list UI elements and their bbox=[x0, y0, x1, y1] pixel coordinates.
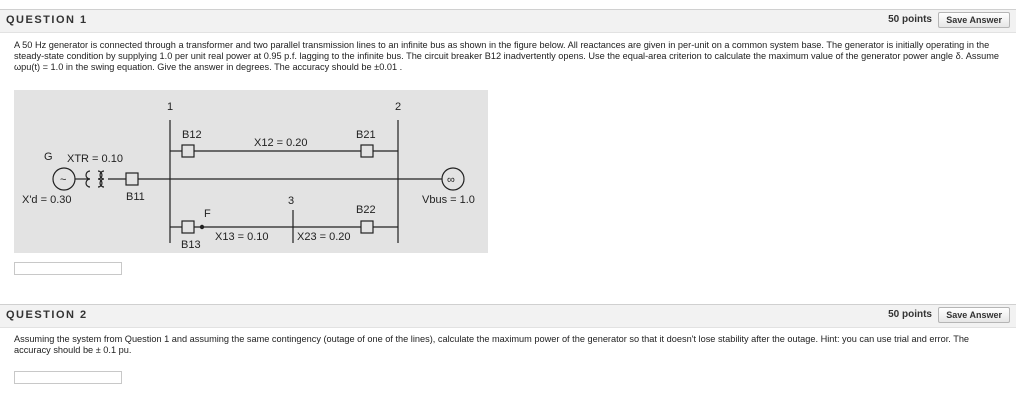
question-1-answer-input[interactable] bbox=[14, 262, 122, 275]
breaker-b11-label: B11 bbox=[126, 191, 145, 203]
question-1-text: A 50 Hz generator is connected through a transformer and two parallel transmission lines to an infinite bus as shown in the figure below. All reactances are given in per-unit on a common system base. The generator is initially operating in the steady-state condition by supplying 1.0 per unit real power at 0.95 p.f. lagging to the infinite bus. The circuit breaker B12 inadvertently opens. Use the equal-area criterion to calculate the maximum value of the generator power angle δ. Assume ωpu(t) = 1.0 in the swing equation. Give the answer in degrees. The accuracy should be ±0.01 . bbox=[14, 40, 999, 72]
generator-label: G bbox=[44, 151, 53, 163]
question-1-save-button[interactable]: Save Answer bbox=[938, 12, 1010, 28]
question-2-answer-input[interactable] bbox=[14, 371, 122, 384]
infinite-bus-symbol-icon: ∞ bbox=[447, 174, 455, 186]
question-2-points: 50 points bbox=[888, 309, 932, 320]
breaker-b12-label: B12 bbox=[182, 129, 202, 141]
question-2-save-button[interactable]: Save Answer bbox=[938, 307, 1010, 323]
line-23-reactance-label: X23 = 0.20 bbox=[297, 231, 351, 243]
infinite-bus-voltage-label: Vbus = 1.0 bbox=[422, 194, 475, 206]
question-1-points: 50 points bbox=[888, 14, 932, 25]
question-1-title: QUESTION 1 bbox=[6, 14, 88, 26]
circuit-diagram bbox=[14, 90, 488, 253]
bus-3-label: 3 bbox=[288, 195, 295, 207]
generator-reactance-label: X'd = 0.30 bbox=[22, 194, 72, 206]
transformer-reactance-label: XTR = 0.10 bbox=[67, 153, 123, 165]
fault-label: F bbox=[204, 208, 211, 220]
breaker-b22-label: B22 bbox=[356, 204, 376, 216]
question-1-header bbox=[0, 9, 1016, 33]
question-2-text: Assuming the system from Question 1 and assuming the same contingency (outage of one of the lines), calculate the maximum power of the generator so that it doesn't lose stability after the outage. Hint: you can use trial and error. The accuracy should be ± 0.1 pu. bbox=[14, 334, 970, 355]
breaker-b21-label: B21 bbox=[356, 129, 376, 141]
generator-symbol-icon: ~ bbox=[60, 174, 67, 186]
line-13-reactance-label: X13 = 0.10 bbox=[215, 231, 269, 243]
circuit-diagram-svg bbox=[14, 90, 488, 253]
question-2-title: QUESTION 2 bbox=[6, 309, 88, 321]
line-12-reactance-label: X12 = 0.20 bbox=[254, 137, 308, 149]
breaker-b13-label: B13 bbox=[181, 239, 201, 251]
bus-1-label: 1 bbox=[167, 101, 174, 113]
question-2-header bbox=[0, 304, 1016, 328]
bus-2-label: 2 bbox=[395, 101, 402, 113]
